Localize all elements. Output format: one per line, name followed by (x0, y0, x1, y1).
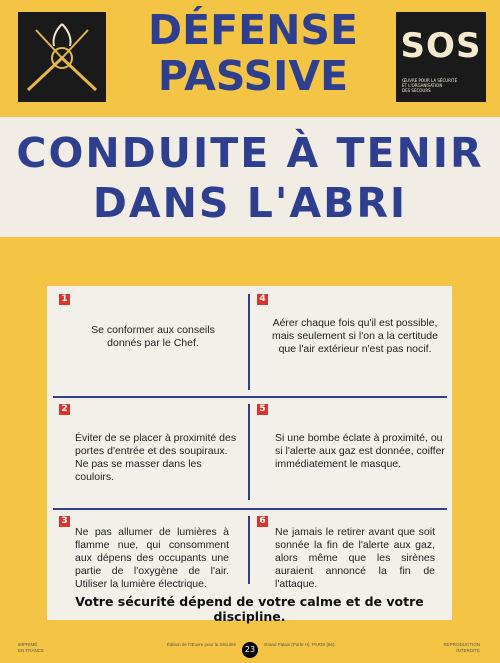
divider-vertical-1 (248, 294, 250, 390)
rule-text-3: Ne pas allumer de lumières à flamme nue, qui consomment aux dépens des occupants une partie de l'oxygène de l'air. Utiliser la lumière électrique. (75, 526, 229, 590)
rule-number-4: 4 (257, 294, 268, 305)
divider-horizontal-1 (53, 396, 447, 398)
rule-text-1: Se conformer aux conseils donnés par le Chef. (91, 324, 215, 349)
rule-text-4: Aérer chaque fois qu'il est possible, mais seulement si l'on a la certitude que l'air extérieur n'est pas nocif. (271, 317, 438, 355)
imprint-right (408, 642, 480, 654)
divider-vertical-3 (248, 516, 250, 584)
header-band (0, 0, 500, 117)
rule-number-2: 2 (59, 404, 70, 415)
rule-text-2: Éviter de se placer à proximité des portes d'entrée et des soupiraux. Ne pas se masser dans les couloirs. (75, 432, 237, 483)
subtitle-line-1: CONDUITE À TENIR (16, 129, 484, 177)
sos-small-line-1: ŒUVRE POUR LA SÉCURITÉ (402, 78, 458, 83)
sos-letters: SOS (400, 26, 482, 66)
rule-text-6: Ne jamais le retirer avant que soit sonnée la fin de l'alerte aux gaz, alors même que les sirènes auraient annoncé la fin de l'attaque. (275, 526, 435, 590)
sos-small-line-3: DES SECOURS (402, 88, 431, 93)
publisher-credit: Édition de l'Œuvre pour la Sécurité (166, 642, 236, 647)
rule-number-1: 1 (59, 294, 70, 305)
rule-number-3: 3 (59, 516, 70, 527)
searchlight-icon (18, 12, 106, 102)
poster-number-badge: 23 (242, 642, 258, 658)
rule-text-5: Si une bombe éclate à proximité, ou si l'alerte aux gaz est donnée, coiffer immédiatement le masque. (275, 432, 445, 470)
rule-number-6: 6 (257, 516, 268, 527)
sos-logo (396, 12, 486, 102)
publisher-address: Grand Palais (Porte H), PARIS (8e). (264, 642, 336, 647)
title-passive: PASSIVE (157, 52, 349, 100)
sos-small-line-2: ET L'ORGANISATION (402, 83, 443, 88)
defense-passive-logo (18, 12, 106, 102)
imprint-left-line-2: EN FRANCE (18, 648, 45, 653)
divider-vertical-2 (248, 404, 250, 500)
subtitle-line-2: DANS L'ABRI (92, 179, 408, 227)
rule-number-5: 5 (257, 404, 268, 415)
imprint-right-line-1: REPRODUCTION (443, 642, 480, 647)
imprint-left-line-1: IMPRIMÉ (18, 642, 38, 647)
imprint-left (18, 642, 74, 654)
title-defense: DÉFENSE (148, 6, 358, 54)
imprint-right-line-2: INTERDITE (456, 648, 480, 653)
divider-horizontal-2 (53, 508, 447, 510)
safety-slogan: Votre sécurité dépend de votre calme et de votre discipline. (75, 594, 424, 624)
rules-panel (47, 286, 452, 620)
